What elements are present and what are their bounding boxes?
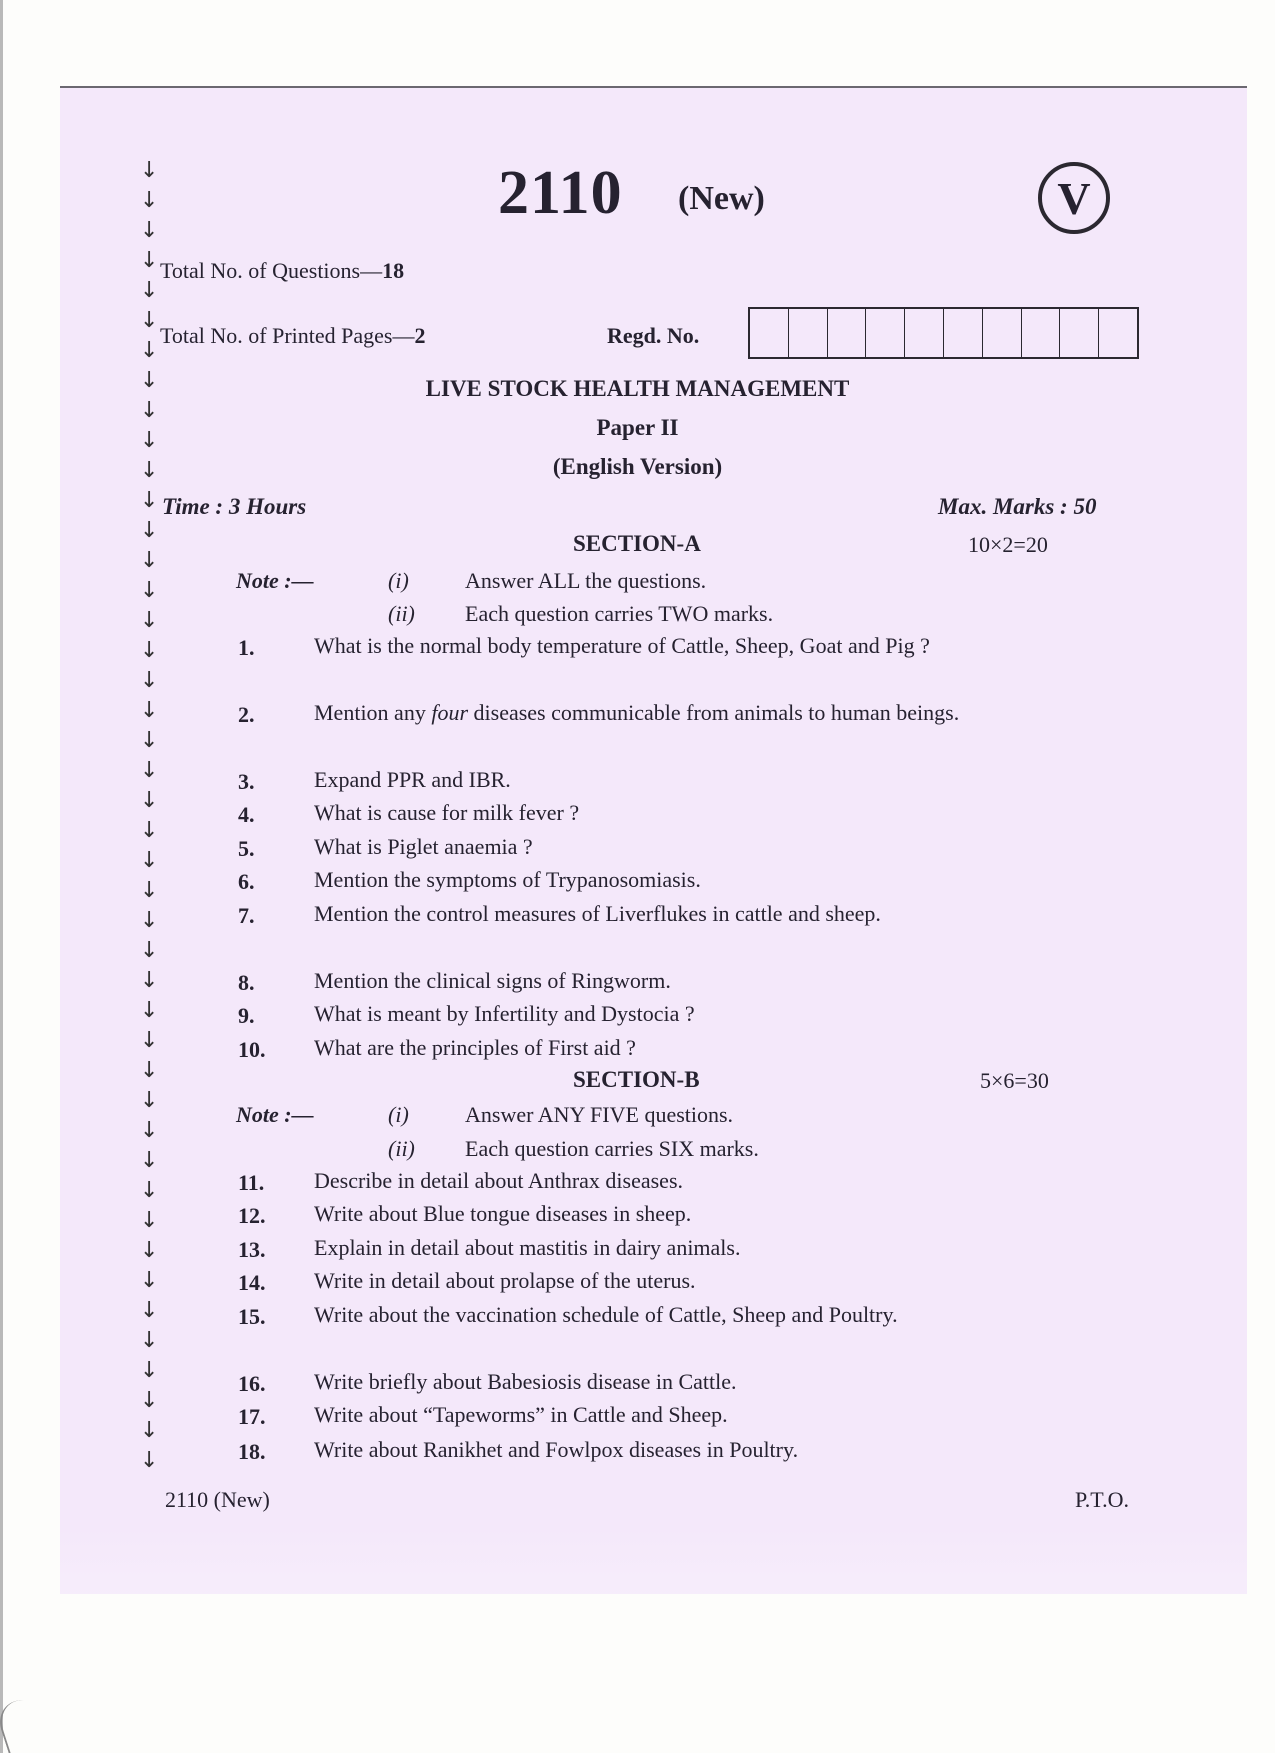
margin-arrow-icon: ↓ bbox=[140, 908, 159, 933]
question-text: Explain in detail about mastitis in dairy animals. bbox=[314, 1235, 741, 1260]
language-version: (English Version) bbox=[552, 454, 723, 479]
total-questions-value: 18 bbox=[382, 258, 405, 283]
subject-title: LIVE STOCK HEALTH MANAGEMENT bbox=[425, 376, 850, 401]
question-text: Describe in detail about Anthrax diseases. bbox=[314, 1168, 684, 1193]
margin-arrow-icon: ↓ bbox=[140, 278, 159, 303]
version-badge bbox=[1038, 162, 1110, 234]
footer-pto: P.T.O. bbox=[1075, 1487, 1129, 1512]
question-text-part: Mention any bbox=[314, 700, 432, 725]
regd-no-cell[interactable] bbox=[789, 309, 828, 357]
margin-arrow-icon: ↓ bbox=[140, 428, 159, 453]
paper-number: Paper II bbox=[596, 415, 679, 440]
question-text-emphasis: four bbox=[431, 700, 469, 725]
question-number: 2. bbox=[238, 702, 255, 727]
section-b-note-num: (ii) bbox=[388, 1136, 415, 1161]
question-number: 16. bbox=[238, 1371, 266, 1396]
question-text: Write about Ranikhet and Fowlpox diseases in Poultry. bbox=[314, 1437, 799, 1462]
question-number: 3. bbox=[238, 769, 255, 794]
question-text: Mention the control measures of Liverflukes in cattle and sheep. bbox=[314, 901, 881, 926]
margin-arrow-icon: ↓ bbox=[140, 398, 159, 423]
question-text: Write about the vaccination schedule of Cattle, Sheep and Poultry. bbox=[314, 1302, 898, 1327]
section-a-note-num: (ii) bbox=[388, 601, 415, 626]
question-text: Write about Blue tongue diseases in sheep. bbox=[314, 1201, 692, 1226]
margin-arrow-icon: ↓ bbox=[140, 1268, 159, 1293]
section-a-marks: 10×2=20 bbox=[968, 532, 1048, 557]
total-pages bbox=[160, 323, 425, 349]
section-a-title: SECTION-A bbox=[573, 531, 701, 556]
question-text: Write in detail about prolapse of the uterus. bbox=[314, 1268, 696, 1293]
question-number: 9. bbox=[238, 1003, 255, 1028]
margin-arrow-icon: ↓ bbox=[140, 1418, 159, 1443]
question-text: What is meant by Infertility and Dystocia ? bbox=[314, 1001, 695, 1026]
margin-arrow-icon: ↓ bbox=[140, 1028, 159, 1053]
regd-no-cell[interactable] bbox=[828, 309, 867, 357]
paper-code: 2110 bbox=[498, 159, 623, 227]
question-number: 8. bbox=[238, 970, 255, 995]
page-curl-shadow bbox=[0, 1700, 41, 1753]
question-text: What are the principles of First aid ? bbox=[314, 1035, 636, 1060]
margin-arrow-icon: ↓ bbox=[140, 518, 159, 543]
margin-arrow-icon: ↓ bbox=[140, 1208, 159, 1233]
margin-arrow-icon: ↓ bbox=[140, 368, 159, 393]
question-number: 4. bbox=[238, 802, 255, 827]
margin-arrow-icon: ↓ bbox=[140, 998, 159, 1023]
margin-arrow-icon: ↓ bbox=[140, 1328, 159, 1353]
section-b-note-label: Note :— bbox=[236, 1102, 314, 1127]
margin-arrow-icon: ↓ bbox=[140, 638, 159, 663]
section-a-note-label: Note :— bbox=[236, 568, 314, 593]
question-text: Write about “Tapeworms” in Cattle and Sheep. bbox=[314, 1402, 728, 1427]
total-pages-label: Total No. of Printed Pages— bbox=[160, 323, 415, 348]
question-text: What is Piglet anaemia ? bbox=[314, 834, 533, 859]
max-marks: Max. Marks : 50 bbox=[938, 494, 1097, 519]
margin-arrow-icon: ↓ bbox=[140, 878, 159, 903]
section-a-note-text: Each question carries TWO marks. bbox=[465, 601, 774, 626]
section-b-note-num: (i) bbox=[388, 1102, 409, 1127]
question-number: 11. bbox=[238, 1170, 265, 1195]
question-number: 13. bbox=[238, 1237, 266, 1262]
margin-arrow-icon: ↓ bbox=[140, 1388, 159, 1413]
total-questions bbox=[160, 258, 404, 284]
regd-no-boxes[interactable] bbox=[748, 307, 1139, 359]
question-text: Mention the symptoms of Trypanosomiasis. bbox=[314, 867, 701, 892]
question-number: 7. bbox=[238, 903, 255, 928]
margin-arrow-icon: ↓ bbox=[140, 728, 159, 753]
margin-arrow-icon: ↓ bbox=[140, 968, 159, 993]
margin-arrow-icon: ↓ bbox=[140, 608, 159, 633]
margin-arrow-icon: ↓ bbox=[140, 668, 159, 693]
question-text-part: diseases communicable from animals to human beings. bbox=[468, 700, 960, 725]
margin-arrow-icon: ↓ bbox=[140, 1088, 159, 1113]
section-b-marks: 5×6=30 bbox=[980, 1068, 1049, 1093]
margin-arrow-icon: ↓ bbox=[140, 1358, 159, 1383]
margin-arrow-icon: ↓ bbox=[140, 1148, 159, 1173]
total-pages-value: 2 bbox=[414, 323, 426, 348]
regd-no-cell[interactable] bbox=[1099, 309, 1137, 357]
margin-arrow-icon: ↓ bbox=[140, 788, 159, 813]
paper-code-suffix: (New) bbox=[678, 180, 765, 217]
scan-edge bbox=[0, 0, 3, 1753]
margin-arrow-icon: ↓ bbox=[140, 758, 159, 783]
regd-no-cell[interactable] bbox=[944, 309, 983, 357]
section-a-note-num: (i) bbox=[388, 568, 409, 593]
section-a-note-text: Answer ALL the questions. bbox=[465, 568, 707, 593]
question-text: What is cause for milk fever ? bbox=[314, 800, 580, 825]
margin-arrow-icon: ↓ bbox=[140, 338, 159, 363]
question-number: 15. bbox=[238, 1304, 266, 1329]
question-text bbox=[314, 696, 1068, 730]
question-text: Expand PPR and IBR. bbox=[314, 767, 511, 792]
margin-arrow-icon: ↓ bbox=[140, 578, 159, 603]
margin-arrow-icon: ↓ bbox=[140, 188, 159, 213]
regd-no-cell[interactable] bbox=[983, 309, 1022, 357]
margin-arrow-icon: ↓ bbox=[140, 848, 159, 873]
question-text: Mention the clinical signs of Ringworm. bbox=[314, 968, 671, 993]
margin-arrow-icon: ↓ bbox=[140, 818, 159, 843]
margin-arrow-icon: ↓ bbox=[140, 1118, 159, 1143]
question-number: 6. bbox=[238, 869, 255, 894]
margin-arrow-icon: ↓ bbox=[140, 1238, 159, 1263]
question-number: 17. bbox=[238, 1404, 266, 1429]
total-questions-label: Total No. of Questions— bbox=[160, 258, 383, 283]
question-number: 10. bbox=[238, 1037, 266, 1062]
section-b-note-text: Each question carries SIX marks. bbox=[465, 1136, 759, 1161]
margin-arrow-icon: ↓ bbox=[140, 938, 159, 963]
section-b-note-text: Answer ANY FIVE questions. bbox=[465, 1102, 734, 1127]
margin-arrow-icon: ↓ bbox=[140, 698, 159, 723]
regd-no-cell[interactable] bbox=[1060, 309, 1099, 357]
section-b-title: SECTION-B bbox=[573, 1067, 700, 1092]
footer-paper-code: 2110 (New) bbox=[165, 1487, 270, 1512]
regd-no-cell[interactable] bbox=[750, 309, 789, 357]
margin-arrow-icon: ↓ bbox=[140, 488, 159, 513]
margin-arrow-icon: ↓ bbox=[140, 1058, 159, 1083]
question-number: 5. bbox=[238, 836, 255, 861]
margin-arrow-icon: ↓ bbox=[140, 548, 159, 573]
margin-arrow-icon: ↓ bbox=[140, 218, 159, 243]
margin-arrow-icon: ↓ bbox=[140, 458, 159, 483]
regd-no-cell[interactable] bbox=[866, 309, 905, 357]
margin-arrow-icon: ↓ bbox=[140, 308, 159, 333]
margin-arrow-icon: ↓ bbox=[140, 1298, 159, 1323]
margin-arrow-icon: ↓ bbox=[140, 158, 159, 183]
question-number: 1. bbox=[238, 635, 255, 660]
time-allowed: Time : 3 Hours bbox=[162, 494, 307, 519]
margin-arrow-icon: ↓ bbox=[140, 1448, 159, 1473]
question-text: What is the normal body temperature of Cattle, Sheep, Goat and Pig ? bbox=[314, 633, 930, 658]
margin-arrow-icon: ↓ bbox=[140, 1178, 159, 1203]
version-letter: V bbox=[1057, 172, 1091, 224]
regd-no-cell[interactable] bbox=[905, 309, 944, 357]
question-number: 14. bbox=[238, 1270, 266, 1295]
question-number: 12. bbox=[238, 1203, 266, 1228]
question-text: Write briefly about Babesiosis disease in Cattle. bbox=[314, 1369, 737, 1394]
question-number: 18. bbox=[238, 1439, 266, 1464]
regd-no-cell[interactable] bbox=[1022, 309, 1061, 357]
margin-arrow-icon: ↓ bbox=[140, 248, 159, 273]
regd-no-label: Regd. No. bbox=[607, 323, 700, 348]
